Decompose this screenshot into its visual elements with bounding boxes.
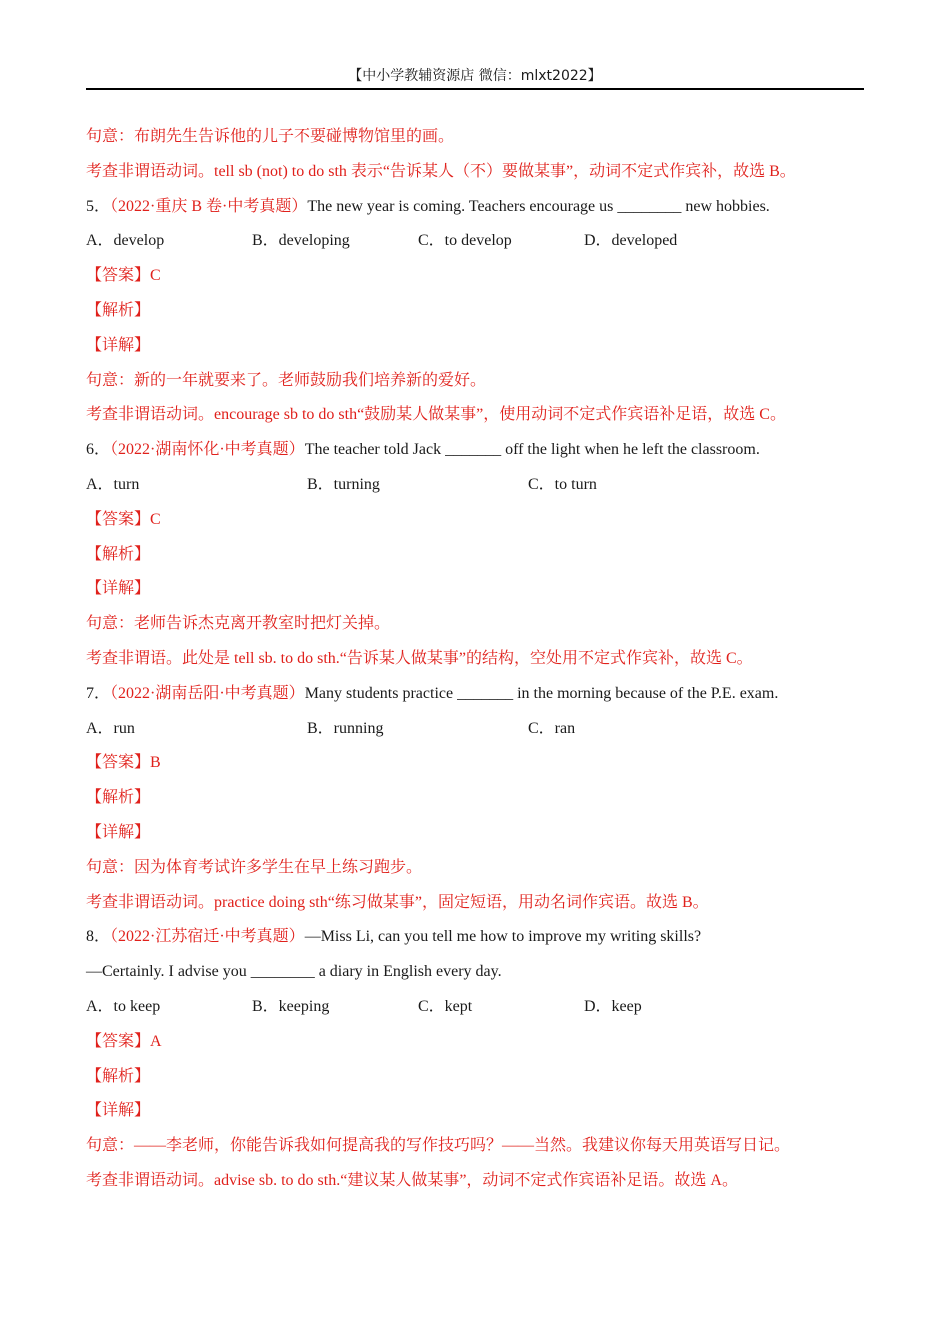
- q6-xiangjie-label: 【详解】: [86, 580, 151, 598]
- q5-text: The new year is coming. Teachers encourage us ________ new hobbies.: [307, 197, 770, 215]
- q8-stem: [86, 920, 864, 955]
- q8-source: （2022·江苏宿迁·中考真题）: [110, 928, 305, 946]
- q7-option-c: C．ran: [528, 719, 576, 737]
- q7-xiangjie-label: 【详解】: [86, 823, 151, 841]
- q8-options: [86, 990, 864, 1025]
- q5-jiexi-label: 【解析】: [86, 301, 151, 319]
- q5-option-b: B．developing: [252, 232, 350, 250]
- q7-source: （2022·湖南岳阳·中考真题）: [110, 684, 305, 702]
- q5-analysis: 考查非谓语动词。encourage sb to do sth“鼓励某人做某事”，使用动词不定式作宾语补足语，故选 C。: [86, 406, 786, 424]
- q8-option-d: D．keep: [584, 997, 642, 1015]
- q7-jiexi-label: 【解析】: [86, 789, 151, 807]
- page-header: 【中小学教辅资源店 微信：mlxt2022】: [86, 66, 864, 90]
- q6-sentence-meaning: 句意：老师告诉杰克离开教室时把灯关掉。: [86, 615, 391, 633]
- q4-sentence-meaning: 句意：布朗先生告诉他的儿子不要碰博物馆里的画。: [86, 128, 455, 145]
- q6-options: [86, 468, 864, 503]
- q5-option-a: A．develop: [86, 232, 165, 250]
- q8-sentence-meaning: 句意：——李老师，你能告诉我如何提高我的写作技巧吗？——当然。我建议你每天用英语写日记。: [86, 1137, 791, 1155]
- q5-option-c: C．to develop: [418, 232, 512, 250]
- q6-number: 6．: [86, 441, 111, 459]
- q6-text: The teacher told Jack _______ off the light when he left the classroom.: [304, 441, 760, 459]
- q7-text: Many students practice _______ in the morning because of the P.E. exam.: [304, 684, 779, 702]
- q8-option-c: C．kept: [418, 997, 473, 1015]
- q7-analysis: 考查非谓语动词。practice doing sth“练习做某事”，固定短语，用动名词作宾语。故选 B。: [86, 893, 709, 911]
- q7-stem: [86, 677, 864, 712]
- q5-sentence-meaning: 句意：新的一年就要来了。老师鼓励我们培养新的爱好。: [86, 371, 487, 389]
- q7-options: [86, 712, 864, 747]
- q6-stem: [86, 433, 864, 468]
- q6-source: （2022·湖南怀化·中考真题）: [110, 441, 305, 459]
- q5-option-d: D．developed: [584, 232, 678, 250]
- q7-sentence-meaning: 句意：因为体育考试许多学生在早上练习跑步。: [86, 858, 423, 876]
- q5-xiangjie-label: 【详解】: [86, 336, 151, 354]
- document-body: [86, 120, 864, 1199]
- q7-option-b: B．running: [307, 719, 384, 737]
- q8-option-b: B．keeping: [252, 997, 330, 1015]
- q8-text: —Miss Li, can you tell me how to improve my writing skills?: [304, 928, 702, 946]
- q8-stem-line2: —Certainly. I advise you ________ a diary in English every day.: [86, 963, 502, 981]
- q6-jiexi-label: 【解析】: [86, 545, 151, 563]
- q4-analysis: 考查非谓语动词。tell sb (not) to do sth 表示“告诉某人（不）要做某事”，动词不定式作宾补，故选 B。: [86, 162, 796, 180]
- q6-answer: 【答案】C: [86, 510, 161, 528]
- q8-answer: 【答案】A: [86, 1032, 162, 1050]
- q8-analysis: 考查非谓语动词。advise sb. to do sth.“建议某人做某事”，动词不定式作宾语补足语。故选 A。: [86, 1171, 738, 1189]
- q6-option-c: C．to turn: [528, 475, 597, 493]
- q8-jiexi-label: 【解析】: [86, 1067, 151, 1085]
- q5-options: [86, 224, 864, 259]
- q7-option-a: A．run: [86, 719, 135, 737]
- q7-answer: 【答案】B: [86, 754, 161, 772]
- q6-analysis: 考查非谓语。此处是 tell sb. to do sth.“告诉某人做某事”的结构，空处用不定式作宾补，故选 C。: [86, 649, 753, 667]
- q6-option-a: A．turn: [86, 475, 140, 493]
- q5-number: 5．: [86, 197, 111, 215]
- q5-stem: [86, 190, 864, 225]
- q5-source: （2022·重庆 B 卷·中考真题）: [110, 197, 308, 215]
- q8-number: 8．: [86, 928, 111, 946]
- q8-option-a: A．to keep: [86, 997, 161, 1015]
- q5-answer: 【答案】C: [86, 267, 161, 285]
- q7-number: 7．: [86, 684, 111, 702]
- q6-option-b: B．turning: [307, 475, 380, 493]
- q8-xiangjie-label: 【详解】: [86, 1102, 151, 1120]
